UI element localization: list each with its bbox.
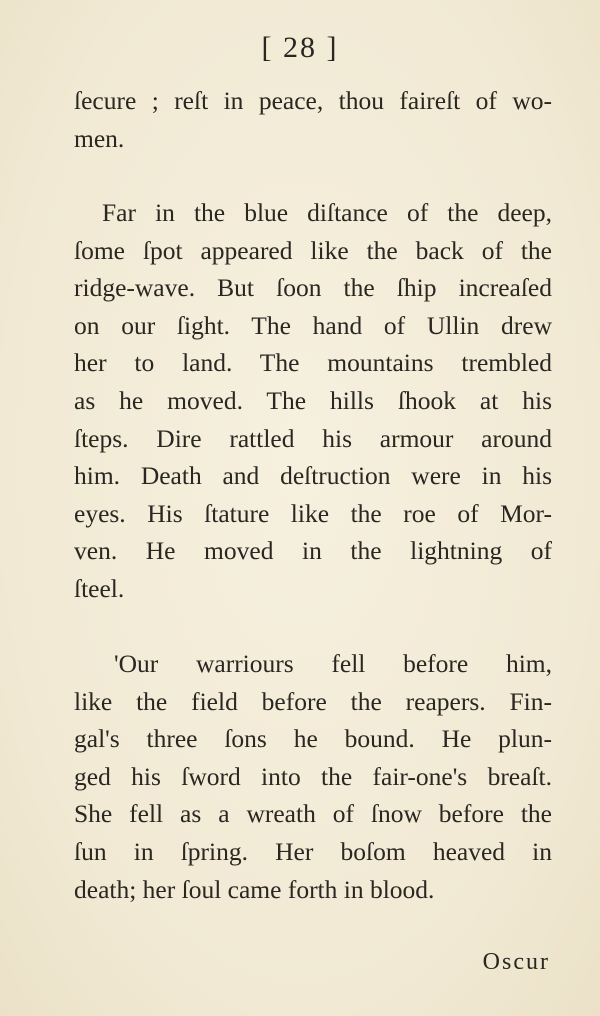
- paragraph-1: [74, 82, 552, 157]
- text-line: ſteel.: [74, 573, 125, 603]
- text-line: ſun in ſpring. Her boſom heaved in: [74, 836, 552, 866]
- paragraph-3: [74, 645, 552, 908]
- text-line: ſome ſpot appeared like the back of the: [74, 235, 552, 265]
- text-line: Far in the blue diſtance of the deep,: [102, 198, 552, 227]
- paragraph-2: [74, 194, 552, 608]
- text-line: as he moved. The hills ſhook at his: [74, 385, 552, 415]
- text-line: ſteps. Dire rattled his armour around: [74, 423, 552, 453]
- text-line: ridge-wave. But ſoon the ſhip increaſed: [74, 273, 552, 303]
- text-line: She fell as a wreath of ſnow before the: [74, 799, 552, 829]
- text-line: 'Our warriours fell before him,: [114, 649, 552, 678]
- text-line: men.: [74, 123, 125, 153]
- catchword: Oscur: [482, 949, 550, 975]
- text-line: him. Death and deſtruction were in his: [74, 461, 552, 491]
- text-line: death; her ſoul came forth in blood.: [74, 874, 435, 904]
- text-line: ged his ſword into the fair-one's breaſt.: [74, 761, 552, 791]
- text-line: eyes. His ſtature like the roe of Mor-: [74, 498, 552, 528]
- text-line: her to land. The mountains trembled: [74, 348, 552, 378]
- page-number: [ 28 ]: [261, 31, 339, 64]
- text-line: like the field before the reapers. Fin-: [74, 686, 552, 716]
- text-line: ſecure ; reſt in peace, thou faireſt of wo-: [74, 86, 552, 115]
- text-line: on our ſight. The hand of Ullin drew: [74, 310, 552, 340]
- text-line: ven. He moved in the lightning of: [74, 536, 552, 566]
- text-line: gal's three ſons he bound. He plun-: [74, 724, 552, 754]
